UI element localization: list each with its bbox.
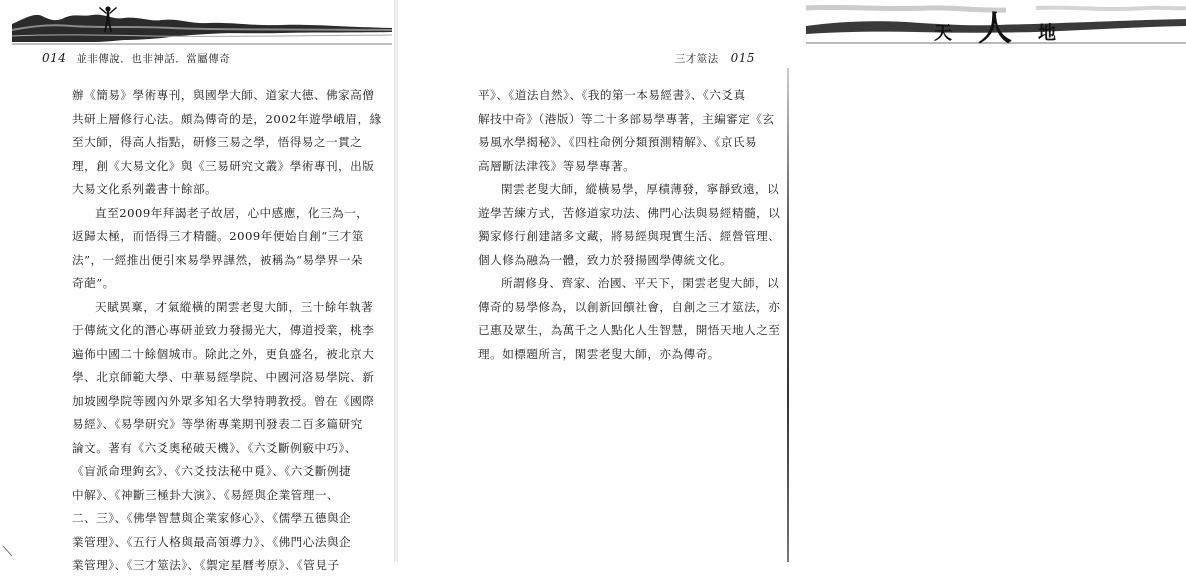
text-line: 傳奇的易學修為，以創新回饋社會，自創之三才筮法，亦 xyxy=(478,299,781,314)
left-page xyxy=(0,0,395,572)
page-edge-shadow xyxy=(787,68,789,562)
text-line: 辦《簡易》學術專刊，與國學大師、道家大德、佛家高僧 xyxy=(72,88,375,102)
right-body-text xyxy=(478,84,781,366)
text-line: 遊學苦練方式，苦修道家功法、佛門心法與易經精髓，以 xyxy=(478,205,781,220)
text-line: 業管理》、《五行人格與最高領導力》、《佛門心法與企 xyxy=(72,534,352,549)
paragraph-start-line: 直至2009年拜謁老子故居，心中感應，化三為一， xyxy=(95,205,369,220)
text-line: 平》、《道法自然》、《我的第一本易經書》、《六爻真 xyxy=(478,88,746,102)
text-line: 理。如標題所言，閑雲老叟大師，亦為傳奇。 xyxy=(478,346,720,361)
text-line: 解技中奇》（港版）等二十多部易學專著，主編審定《玄 xyxy=(478,111,775,126)
left-page-number: 014 xyxy=(42,51,67,65)
left-body-text xyxy=(72,84,382,578)
text-line: 獨家修行創建諸多文藏，將易經與現實生活、經營管理、 xyxy=(478,229,781,243)
right-header-banner xyxy=(806,2,1186,49)
heaven-man-earth-banner xyxy=(806,2,1186,49)
text-line: 業管理》、《三才筮法》、《禦定星曆考原》、《管見子 xyxy=(72,558,340,572)
text-line: 論文。著有《六爻奧秘破天機》、《六爻斷例竅中巧》、 xyxy=(72,440,357,455)
text-line: 個人修為融為一體，致力於發揚國學傳統文化。 xyxy=(478,252,732,267)
text-line: 二、三》、《佛學智慧與企業家修心》、《儒學五德與企 xyxy=(72,511,352,525)
right-running-head xyxy=(675,51,755,66)
text-line: 加坡國學院等國內外眾多知名大學特聘教授。曾在《國際 xyxy=(72,393,375,408)
text-line: 高層斷法津筏》等易學專著。 xyxy=(478,158,636,173)
right-page-number: 015 xyxy=(730,51,755,65)
banner-char-heaven: 天 xyxy=(934,23,952,44)
text-line: 于傳統文化的潛心專研並致力發揚光大，傳道授業，桃李 xyxy=(72,323,375,337)
text-line: 理，創《大易文化》與《三易研究文叢》學術專刊，出版 xyxy=(72,158,375,173)
left-header-banner xyxy=(12,2,392,46)
text-line: 共研上層修行心法。頗為傳奇的是，2002年遊學峨眉，緣 xyxy=(72,111,382,126)
mountain-banner-illustration xyxy=(12,2,392,46)
text-line: 法”，一經推出便引來易學界譁然，被稱為“易學界一朵 xyxy=(72,252,364,267)
text-line: 《盲派命理鉤玄》、《六爻技法秘中覓》、《六爻斷例捷 xyxy=(72,464,352,478)
right-running-title: 三才筮法 xyxy=(674,53,719,65)
text-line: 至大師，得高人指點，研修三易之學，悟得易之一貫之 xyxy=(72,135,363,149)
text-line: 返歸太極，而悟得三才精髓。2009年便始自創“三才筮 xyxy=(72,229,364,243)
left-running-title: 並非傳說．也非神話．當屬傳奇 xyxy=(76,53,231,65)
scan-mark xyxy=(2,544,16,558)
banner-char-earth: 地 xyxy=(1038,23,1056,44)
left-running-head xyxy=(42,51,230,66)
text-line: 易風水學揭秘》、《四柱命例分類預測精解》、《京氏易 xyxy=(478,135,758,149)
text-line: 遍佈中國二十餘個城市。除此之外，更負盛名，被北京大 xyxy=(72,346,375,361)
text-line: 學、北京師範大學、中華易經學院、中國河洛易學院、新 xyxy=(72,370,375,384)
text-line: 易經》、《易學研究》等學術專業期刊發表二百多篇研究 xyxy=(72,417,363,431)
text-line: 已惠及眾生，為萬千之人點化人生智慧，開悟天地人之至 xyxy=(478,323,781,337)
text-line: 中解》、《神斷三極卦大演》、《易經與企業管理一、 xyxy=(72,487,340,502)
paragraph-start-line: 所謂修身、齊家、治國、平天下，閑雲老叟大師，以 xyxy=(501,276,780,290)
text-line: 大易文化系列叢書十餘部。 xyxy=(72,182,218,196)
text-line: 奇葩”。 xyxy=(72,276,115,290)
paragraph-start-line: 閑雲老叟大師，縱橫易學，厚積薄發，寧靜致遠，以 xyxy=(501,182,780,196)
paragraph-start-line: 天賦異稟，才氣縱橫的閑雲老叟大師，三十餘年執著 xyxy=(95,299,374,314)
banner-char-man: 人 xyxy=(978,9,1012,49)
